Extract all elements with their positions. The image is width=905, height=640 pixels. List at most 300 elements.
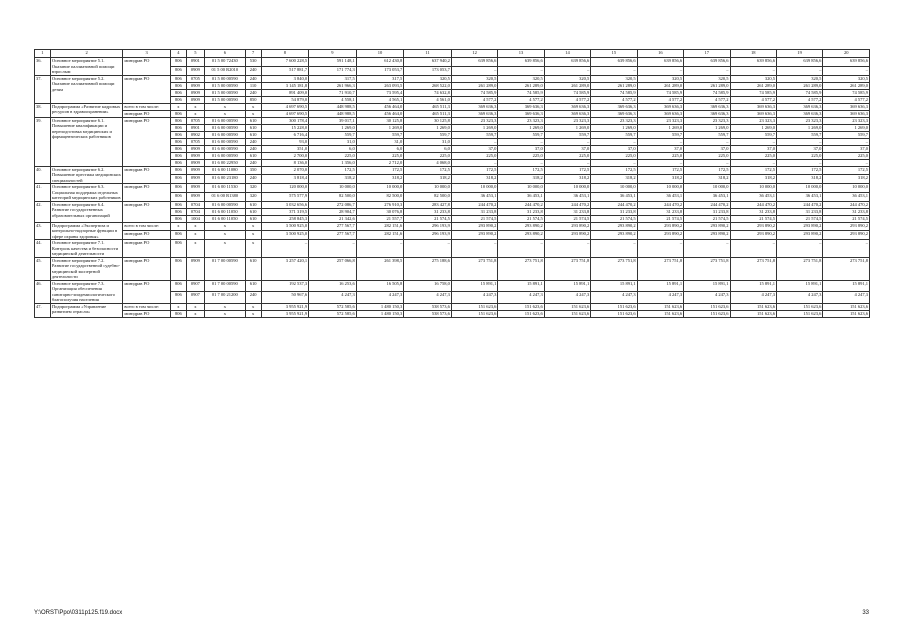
row-number-cell: 44.: [35, 240, 51, 258]
amount-cell: 73 595,4: [356, 89, 404, 96]
amount-cell: 559,7: [544, 131, 590, 138]
row-number-cell: 38.: [35, 103, 51, 117]
amount-cell: 82 500,0: [309, 192, 357, 201]
amount-cell: 4 577,2: [544, 96, 590, 103]
amount-cell: 225,0: [498, 152, 544, 159]
column-number-cell: 20: [823, 50, 870, 58]
budget-code-cell: 806: [170, 89, 186, 96]
budget-code-cell: 0907: [186, 292, 204, 304]
budget-code-cell: 0705: [186, 138, 204, 145]
amount-cell: 293 890,2: [451, 231, 497, 240]
column-number-cell: 12: [451, 50, 497, 58]
amount-cell: 31 233,8: [684, 208, 730, 215]
column-number-cell: 4: [170, 50, 186, 58]
amount-cell: 639 856,6: [730, 58, 776, 67]
amount-cell: 639 856,6: [823, 58, 870, 67]
amount-cell: 261 289,0: [498, 82, 544, 89]
amount-cell: 1 269,0: [776, 124, 822, 131]
amount-cell: –: [684, 66, 730, 75]
column-number-cell: 19: [776, 50, 822, 58]
amount-cell: 300 178,4: [261, 117, 309, 124]
amount-cell: 31 233,8: [498, 208, 544, 215]
amount-cell: 283 427,8: [404, 201, 452, 208]
amount-cell: 369 636,3: [498, 103, 544, 110]
amount-cell: 293 890,2: [730, 222, 776, 231]
budget-code-cell: 806: [170, 138, 186, 145]
amount-cell: –: [591, 66, 637, 75]
budget-code-cell: 01 6 00 23180: [204, 175, 245, 184]
budget-code-cell: 0909: [186, 184, 204, 193]
amount-cell: 31 233,8: [637, 208, 683, 215]
amount-cell: 320,5: [823, 75, 870, 82]
column-number-cell: 8: [261, 50, 309, 58]
amount-cell: 21 574,5: [544, 215, 590, 222]
amount-cell: 272 086,7: [309, 201, 357, 208]
amount-cell: 1 269,0: [591, 124, 637, 131]
amount-cell: 225,0: [451, 152, 497, 159]
amount-cell: 7 600 228,5: [261, 58, 309, 67]
amount-cell: 293 890,2: [498, 231, 544, 240]
amount-cell: –: [451, 66, 497, 75]
budget-code-cell: 240: [245, 292, 261, 304]
budget-code-cell: 806: [170, 257, 186, 280]
amount-cell: –: [776, 240, 822, 258]
amount-cell: 639 856,6: [776, 58, 822, 67]
amount-cell: 151 623,6: [498, 303, 544, 310]
amount-cell: 3 840,0: [261, 75, 309, 82]
amount-cell: 16 505,8: [356, 280, 404, 292]
amount-cell: 4 577,2: [591, 96, 637, 103]
amount-cell: 74 585,9: [591, 89, 637, 96]
amount-cell: 369 636,3: [823, 110, 870, 117]
budget-code-cell: 01 7 00 00590: [204, 257, 245, 280]
budget-code-cell: х: [186, 310, 204, 317]
amount-cell: 318,2: [591, 175, 637, 184]
amount-cell: 30 125,8: [404, 117, 452, 124]
amount-cell: 4 561,0: [404, 96, 452, 103]
amount-cell: 318,2: [637, 175, 683, 184]
budget-code-cell: 01 6 00 00590: [204, 131, 245, 138]
budget-code-cell: 806: [170, 124, 186, 131]
amount-cell: 273 751,8: [498, 257, 544, 280]
amount-cell: 261 289,0: [544, 82, 590, 89]
amount-cell: 10 000,0: [404, 184, 452, 193]
amount-cell: 31,0: [309, 138, 357, 145]
column-number-cell: 3: [123, 50, 171, 58]
amount-cell: 293 890,2: [823, 231, 870, 240]
amount-cell: 273 751,8: [776, 257, 822, 280]
amount-cell: 1 269,0: [498, 124, 544, 131]
amount-cell: 37,0: [823, 145, 870, 152]
budget-code-cell: 320: [245, 192, 261, 201]
amount-cell: 225,0: [404, 152, 452, 159]
amount-cell: 3 145 181,8: [261, 82, 309, 89]
amount-cell: 244 470,2: [823, 201, 870, 208]
budget-code-cell: х: [204, 110, 245, 117]
amount-cell: 273 751,8: [544, 257, 590, 280]
budget-code-cell: х: [204, 231, 245, 240]
amount-cell: 1 269,0: [730, 124, 776, 131]
budget-code-cell: 806: [170, 240, 186, 258]
amount-cell: 612 430,8: [356, 58, 404, 67]
amount-cell: 225,0: [730, 152, 776, 159]
amount-cell: 82 500,0: [356, 192, 404, 201]
table-row: [35, 303, 870, 310]
amount-cell: 559,7: [309, 131, 357, 138]
budget-code-cell: 0909: [186, 82, 204, 89]
amount-cell: 15 228,0: [261, 124, 309, 131]
amount-cell: 4 577,2: [823, 96, 870, 103]
header-row: [35, 50, 870, 58]
amount-cell: 559,7: [451, 131, 497, 138]
page-number: 33: [862, 610, 869, 616]
amount-cell: 1 269,0: [544, 124, 590, 131]
amount-cell: 261 966,3: [309, 82, 357, 89]
amount-cell: 369 636,3: [498, 110, 544, 117]
amount-cell: 320,5: [404, 75, 452, 82]
amount-cell: 21 574,5: [730, 215, 776, 222]
amount-cell: 31,0: [356, 138, 404, 145]
amount-cell: 273 751,8: [823, 257, 870, 280]
responsible-cell: минздрав РО: [123, 201, 171, 222]
amount-cell: 559,7: [776, 131, 822, 138]
budget-code-cell: х: [186, 231, 204, 240]
amount-cell: 1 269,0: [637, 124, 683, 131]
column-number-cell: 9: [309, 50, 357, 58]
amount-cell: 172,5: [356, 166, 404, 175]
amount-cell: 320,5: [544, 75, 590, 82]
budget-code-cell: 240: [245, 138, 261, 145]
amount-cell: 6,0: [356, 145, 404, 152]
amount-cell: 244 470,2: [637, 201, 683, 208]
amount-cell: 23 323,3: [544, 117, 590, 124]
amount-cell: 293 890,2: [451, 222, 497, 231]
amount-cell: 37,0: [451, 145, 497, 152]
responsible-cell: минздрав РО: [123, 110, 171, 117]
column-number-cell: 2: [50, 50, 123, 58]
budget-code-cell: 0909: [186, 257, 204, 280]
amount-cell: 15 891,1: [637, 280, 683, 292]
amount-cell: 3 955 921,9: [261, 310, 309, 317]
amount-cell: –: [730, 159, 776, 166]
amount-cell: 36 453,1: [823, 192, 870, 201]
budget-code-cell: 806: [170, 166, 186, 175]
amount-cell: 36 453,1: [544, 192, 590, 201]
budget-code-cell: 240: [245, 145, 261, 152]
budget-code-cell: х: [170, 222, 186, 231]
budget-code-cell: 01 6 00 R1380: [204, 192, 245, 201]
amount-cell: 23 323,3: [591, 117, 637, 124]
amount-cell: 36 453,1: [684, 192, 730, 201]
amount-cell: 15 891,1: [730, 280, 776, 292]
amount-cell: 318,2: [730, 175, 776, 184]
amount-cell: 225,0: [776, 152, 822, 159]
budget-table: [34, 49, 870, 318]
amount-cell: 151 623,6: [776, 303, 822, 310]
responsible-cell: минздрав РО: [123, 58, 171, 76]
table-row: [35, 58, 870, 67]
amount-cell: 21 342,6: [309, 215, 357, 222]
budget-code-cell: х: [186, 303, 204, 310]
amount-cell: 4 247,3: [404, 292, 452, 304]
amount-cell: 4 247,3: [730, 292, 776, 304]
amount-cell: 23 323,3: [451, 117, 497, 124]
amount-cell: 4 565,1: [356, 96, 404, 103]
responsible-cell: всего в том числе:: [123, 222, 171, 231]
amount-cell: 21 574,5: [684, 215, 730, 222]
budget-code-cell: 806: [170, 117, 186, 124]
amount-cell: 293 890,2: [823, 222, 870, 231]
amount-cell: 225,0: [823, 152, 870, 159]
amount-cell: –: [309, 240, 357, 258]
budget-code-cell: 610: [245, 131, 261, 138]
budget-code-cell: 530: [245, 58, 261, 67]
row-number-cell: 36.: [35, 58, 51, 76]
amount-cell: 4 577,2: [730, 96, 776, 103]
amount-cell: 4 697 690,5: [261, 103, 309, 110]
amount-cell: 1 480 150,3: [356, 310, 404, 317]
amount-cell: –: [730, 138, 776, 145]
budget-code-cell: 0909: [186, 192, 204, 201]
budget-code-cell: 240: [245, 175, 261, 184]
amount-cell: 369 636,3: [544, 110, 590, 117]
amount-cell: 639 856,6: [591, 58, 637, 67]
amount-cell: 351,0: [261, 145, 309, 152]
budget-code-cell: 0909: [186, 159, 204, 166]
column-number-cell: 18: [730, 50, 776, 58]
program-name-cell: Основное мероприятие 6.4. Развитие государственных образовательных организаций: [50, 201, 123, 222]
amount-cell: 318,2: [823, 175, 870, 184]
budget-code-cell: 806: [170, 131, 186, 138]
amount-cell: 120 000,0: [261, 184, 309, 193]
amount-cell: 31,0: [404, 138, 452, 145]
amount-cell: 371 319,5: [261, 208, 309, 215]
amount-cell: 23 323,3: [684, 117, 730, 124]
responsible-cell: всего в том числе:: [123, 303, 171, 310]
amount-cell: –: [684, 138, 730, 145]
amount-cell: 293 890,2: [498, 222, 544, 231]
amount-cell: –: [261, 240, 309, 258]
table-row: [35, 231, 870, 240]
budget-code-cell: 01 6 00 22950: [204, 159, 245, 166]
amount-cell: 74 585,9: [637, 89, 683, 96]
amount-cell: 39 017,1: [309, 117, 357, 124]
amount-cell: 639 856,6: [451, 58, 497, 67]
amount-cell: 1 269,0: [309, 124, 357, 131]
budget-code-cell: 806: [170, 201, 186, 208]
amount-cell: 559,7: [823, 131, 870, 138]
amount-cell: 23 323,3: [823, 117, 870, 124]
amount-cell: 261 289,0: [591, 82, 637, 89]
amount-cell: 318,2: [776, 175, 822, 184]
amount-cell: 559,7: [404, 131, 452, 138]
budget-code-cell: 0901: [186, 58, 204, 67]
amount-cell: 225,0: [637, 152, 683, 159]
amount-cell: 4 247,3: [544, 292, 590, 304]
budget-table-sheet: [34, 49, 870, 318]
amount-cell: 261 289,0: [684, 82, 730, 89]
amount-cell: 4 577,2: [451, 96, 497, 103]
budget-code-cell: 806: [170, 75, 186, 82]
program-name-cell: Подпрограмма «Развитие кадровых ресурсов в здравоохранении»: [50, 103, 123, 117]
budget-code-cell: 0909: [186, 152, 204, 159]
budget-code-cell: 110: [245, 82, 261, 89]
budget-code-cell: 01 5 00 72430: [204, 58, 245, 67]
amount-cell: 456 464,0: [356, 103, 404, 110]
amount-cell: 10 000,0: [730, 184, 776, 193]
amount-cell: 15 891,1: [591, 280, 637, 292]
amount-cell: 151 623,6: [823, 303, 870, 310]
amount-cell: 10 000,0: [776, 184, 822, 193]
amount-cell: 369 636,3: [451, 103, 497, 110]
column-number-cell: 1: [35, 50, 51, 58]
amount-cell: –: [404, 240, 452, 258]
amount-cell: 3 818,4: [261, 175, 309, 184]
amount-cell: –: [591, 159, 637, 166]
amount-cell: 4 577,2: [637, 96, 683, 103]
program-name-cell: Основное мероприятие 6.2. Повышение престижа медицинских специальностей: [50, 166, 123, 184]
amount-cell: 296 193,9: [404, 222, 452, 231]
amount-cell: 37,0: [637, 145, 683, 152]
amount-cell: 575 577,9: [261, 192, 309, 201]
document-path: Y:\ORST\Ppo\0311p125.f19.docx: [34, 610, 123, 616]
amount-cell: 28 904,7: [309, 208, 357, 215]
amount-cell: 293 890,2: [684, 222, 730, 231]
amount-cell: 31 233,8: [823, 208, 870, 215]
budget-code-cell: 320: [245, 184, 261, 193]
amount-cell: 151 623,6: [637, 310, 683, 317]
amount-cell: 277 567,7: [309, 231, 357, 240]
amount-cell: 244 470,2: [544, 201, 590, 208]
budget-code-cell: 0901: [186, 124, 204, 131]
row-number-cell: 37.: [35, 75, 51, 103]
budget-code-cell: 0704: [186, 208, 204, 215]
amount-cell: 320,5: [451, 75, 497, 82]
budget-code-cell: 610: [245, 152, 261, 159]
amount-cell: 277 567,7: [309, 222, 357, 231]
amount-cell: 172,5: [776, 166, 822, 175]
table-row: [35, 222, 870, 231]
amount-cell: 74 585,9: [684, 89, 730, 96]
column-number-cell: 13: [498, 50, 544, 58]
amount-cell: 369 636,3: [776, 103, 822, 110]
amount-cell: 172,5: [823, 166, 870, 175]
amount-cell: –: [684, 240, 730, 258]
budget-code-cell: х: [204, 222, 245, 231]
budget-code-cell: х: [186, 110, 204, 117]
budget-code-cell: 610: [245, 124, 261, 131]
amount-cell: 261 398,5: [356, 257, 404, 280]
amount-cell: –: [591, 138, 637, 145]
table-row: [35, 201, 870, 208]
amount-cell: 320,5: [637, 75, 683, 82]
budget-code-cell: 01 5 00 00590: [204, 75, 245, 82]
table-row: [35, 257, 870, 280]
amount-cell: 151 623,6: [684, 303, 730, 310]
amount-cell: 293 890,2: [776, 222, 822, 231]
budget-code-cell: 610: [245, 208, 261, 215]
amount-cell: 276 910,3: [356, 201, 404, 208]
amount-cell: 244 470,2: [451, 201, 497, 208]
amount-cell: 225,0: [684, 152, 730, 159]
amount-cell: 261 289,0: [823, 82, 870, 89]
amount-cell: 258 845,3: [261, 215, 309, 222]
amount-cell: 591 148,1: [309, 58, 357, 67]
amount-cell: 36 453,1: [498, 192, 544, 201]
amount-cell: 572 585,6: [309, 303, 357, 310]
budget-code-cell: х: [186, 103, 204, 110]
budget-code-cell: 1004: [186, 215, 204, 222]
amount-cell: 2 712,0: [356, 159, 404, 166]
amount-cell: –: [730, 66, 776, 75]
amount-cell: 21 557,7: [356, 215, 404, 222]
amount-cell: 4 577,2: [684, 96, 730, 103]
amount-cell: 10 000,0: [451, 184, 497, 193]
amount-cell: 369 636,3: [637, 103, 683, 110]
amount-cell: 10 000,0: [356, 184, 404, 193]
responsible-cell: минздрав РО: [123, 280, 171, 303]
amount-cell: 21 574,5: [404, 215, 452, 222]
amount-cell: 296 193,9: [404, 231, 452, 240]
budget-code-cell: 610: [245, 201, 261, 208]
amount-cell: 15 891,1: [498, 280, 544, 292]
budget-code-cell: 0909: [186, 166, 204, 175]
amount-cell: 225,0: [309, 152, 357, 159]
budget-code-cell: х: [204, 103, 245, 110]
amount-cell: 320,5: [498, 75, 544, 82]
amount-cell: 261 289,0: [730, 82, 776, 89]
amount-cell: 4 247,3: [451, 292, 497, 304]
amount-cell: 192 537,3: [261, 280, 309, 292]
amount-cell: 1 269,0: [404, 124, 452, 131]
amount-cell: 172,5: [544, 166, 590, 175]
amount-cell: 559,7: [684, 131, 730, 138]
amount-cell: 559,7: [498, 131, 544, 138]
amount-cell: 21 574,5: [823, 215, 870, 222]
amount-cell: 74 585,9: [776, 89, 822, 96]
budget-code-cell: 0705: [186, 75, 204, 82]
amount-cell: 21 574,5: [776, 215, 822, 222]
amount-cell: 151 623,6: [591, 303, 637, 310]
budget-code-cell: 240: [245, 75, 261, 82]
budget-code-cell: 01 6 00 00590: [204, 138, 245, 145]
amount-cell: 637 940,2: [404, 58, 452, 67]
amount-cell: –: [498, 66, 544, 75]
table-row: [35, 117, 870, 124]
amount-cell: 21 574,5: [591, 215, 637, 222]
budget-code-cell: 0705: [186, 117, 204, 124]
amount-cell: 318,2: [451, 175, 497, 184]
amount-cell: 10 000,0: [684, 184, 730, 193]
budget-code-cell: 806: [170, 208, 186, 215]
amount-cell: 369 636,3: [823, 103, 870, 110]
amount-cell: 151 623,6: [544, 303, 590, 310]
amount-cell: 3 032 656,6: [261, 201, 309, 208]
budget-code-cell: х: [204, 310, 245, 317]
budget-code-cell: 01 5 00 R2010: [204, 66, 245, 75]
budget-code-cell: 01 6 00 11530: [204, 184, 245, 193]
amount-cell: 320,5: [776, 75, 822, 82]
amount-cell: 31 233,8: [404, 208, 452, 215]
amount-cell: –: [544, 159, 590, 166]
amount-cell: 261 289,0: [776, 82, 822, 89]
budget-code-cell: 01 6 00 00590: [204, 152, 245, 159]
amount-cell: 23 323,3: [498, 117, 544, 124]
amount-cell: 37,0: [498, 145, 544, 152]
amount-cell: 31 233,8: [730, 208, 776, 215]
amount-cell: 6 716,4: [261, 131, 309, 138]
amount-cell: 318,2: [498, 175, 544, 184]
